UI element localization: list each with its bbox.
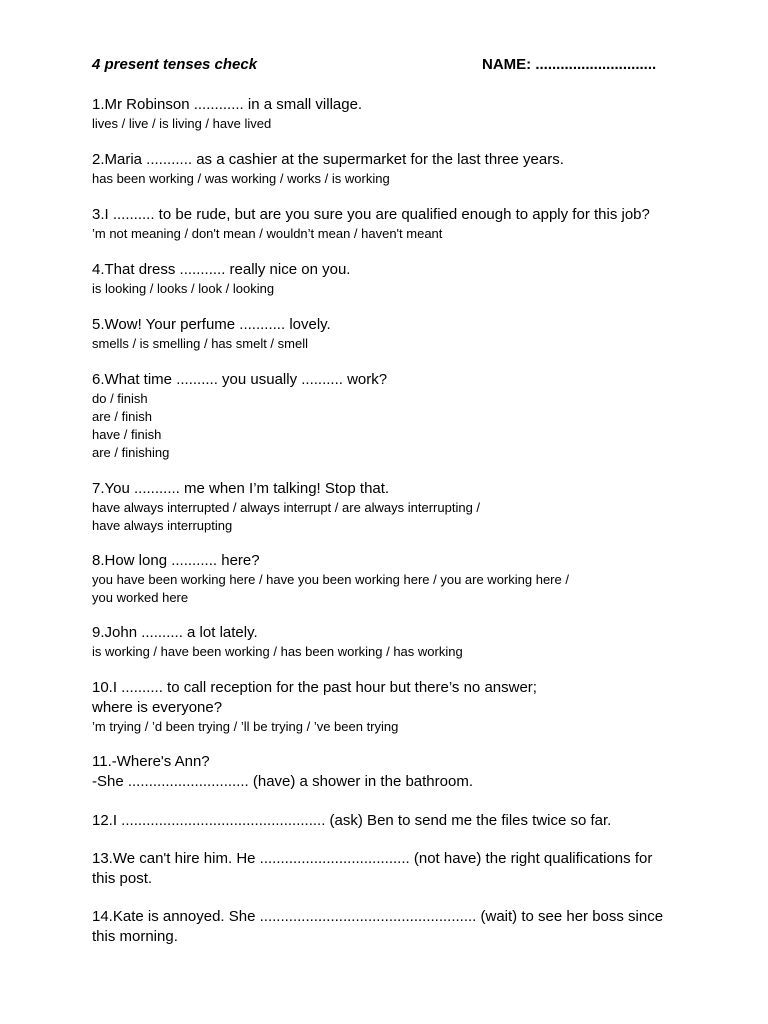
question-5 bbox=[92, 315, 692, 353]
question-stem: 8.How long ........... here? bbox=[92, 552, 260, 569]
question-stem: 3.I .......... to be rude, but are you sure you are qualified enough to apply for this job? bbox=[92, 206, 650, 223]
question-3 bbox=[92, 205, 692, 243]
question-stem: 1.Mr Robinson ............ in a small village. bbox=[92, 96, 363, 113]
question-6 bbox=[92, 370, 692, 462]
answer-options: have always interrupting bbox=[92, 518, 233, 533]
question-stem: 12.I ................................................. (ask) Ben to send me the files twice so far. bbox=[92, 812, 612, 829]
answer-options: smells / is smelling / has smelt / smell bbox=[92, 336, 308, 351]
name-field-label: NAME: ............................. bbox=[482, 56, 657, 73]
question-13 bbox=[92, 849, 692, 889]
answer-options: has been working / was working / works / is working bbox=[92, 171, 390, 186]
answer-option: do / finish bbox=[92, 391, 148, 406]
question-2 bbox=[92, 150, 692, 188]
answer-options: ’m not meaning / don't mean / wouldn’t mean / haven't meant bbox=[92, 226, 443, 241]
question-stem: -She ............................. (have) a shower in the bathroom. bbox=[92, 773, 473, 790]
question-8 bbox=[92, 551, 692, 607]
answer-option: are / finishing bbox=[92, 445, 170, 460]
worksheet-title: 4 present tenses check bbox=[92, 56, 258, 73]
question-stem: 6.What time .......... you usually .......... work? bbox=[92, 371, 388, 388]
question-14 bbox=[92, 907, 692, 947]
question-stem: 14.Kate is annoyed. She .................................................... (wait) to see her boss since bbox=[92, 908, 664, 925]
question-12 bbox=[92, 811, 692, 831]
question-1 bbox=[92, 95, 692, 133]
question-stem: where is everyone? bbox=[92, 699, 223, 716]
question-stem: 9.John .......... a lot lately. bbox=[92, 624, 258, 641]
question-7 bbox=[92, 479, 692, 535]
answer-option: are / finish bbox=[92, 409, 152, 424]
question-stem: this post. bbox=[92, 870, 153, 887]
question-stem: 13.We can't hire him. He .................................... (not have) the right qualifications for bbox=[92, 850, 653, 867]
answer-options: is looking / looks / look / looking bbox=[92, 281, 275, 296]
question-stem: this morning. bbox=[92, 928, 178, 945]
question-9 bbox=[92, 623, 692, 661]
worksheet-header bbox=[92, 56, 692, 78]
answer-option: have / finish bbox=[92, 427, 162, 442]
answer-options: lives / live / is living / have lived bbox=[92, 116, 272, 131]
question-stem: 10.I .......... to call reception for the past hour but there’s no answer; bbox=[92, 679, 537, 696]
question-stem: 7.You ........... me when I’m talking! Stop that. bbox=[92, 480, 390, 497]
answer-options: have always interrupted / always interrupt / are always interrupting / bbox=[92, 500, 481, 515]
question-stem: 5.Wow! Your perfume ........... lovely. bbox=[92, 316, 331, 333]
question-11 bbox=[92, 752, 692, 792]
question-stem: 11.-Where's Ann? bbox=[92, 753, 210, 770]
answer-options: you worked here bbox=[92, 590, 189, 605]
answer-options: ’m trying / ’d been trying / ’ll be trying / ’ve been trying bbox=[92, 719, 399, 734]
question-stem: 4.That dress ........... really nice on you. bbox=[92, 261, 351, 278]
question-10 bbox=[92, 678, 692, 736]
question-4 bbox=[92, 260, 692, 298]
answer-options: is working / have been working / has been working / has working bbox=[92, 644, 463, 659]
answer-options: you have been working here / have you been working here / you are working here / bbox=[92, 572, 569, 587]
question-stem: 2.Maria ........... as a cashier at the supermarket for the last three years. bbox=[92, 151, 564, 168]
